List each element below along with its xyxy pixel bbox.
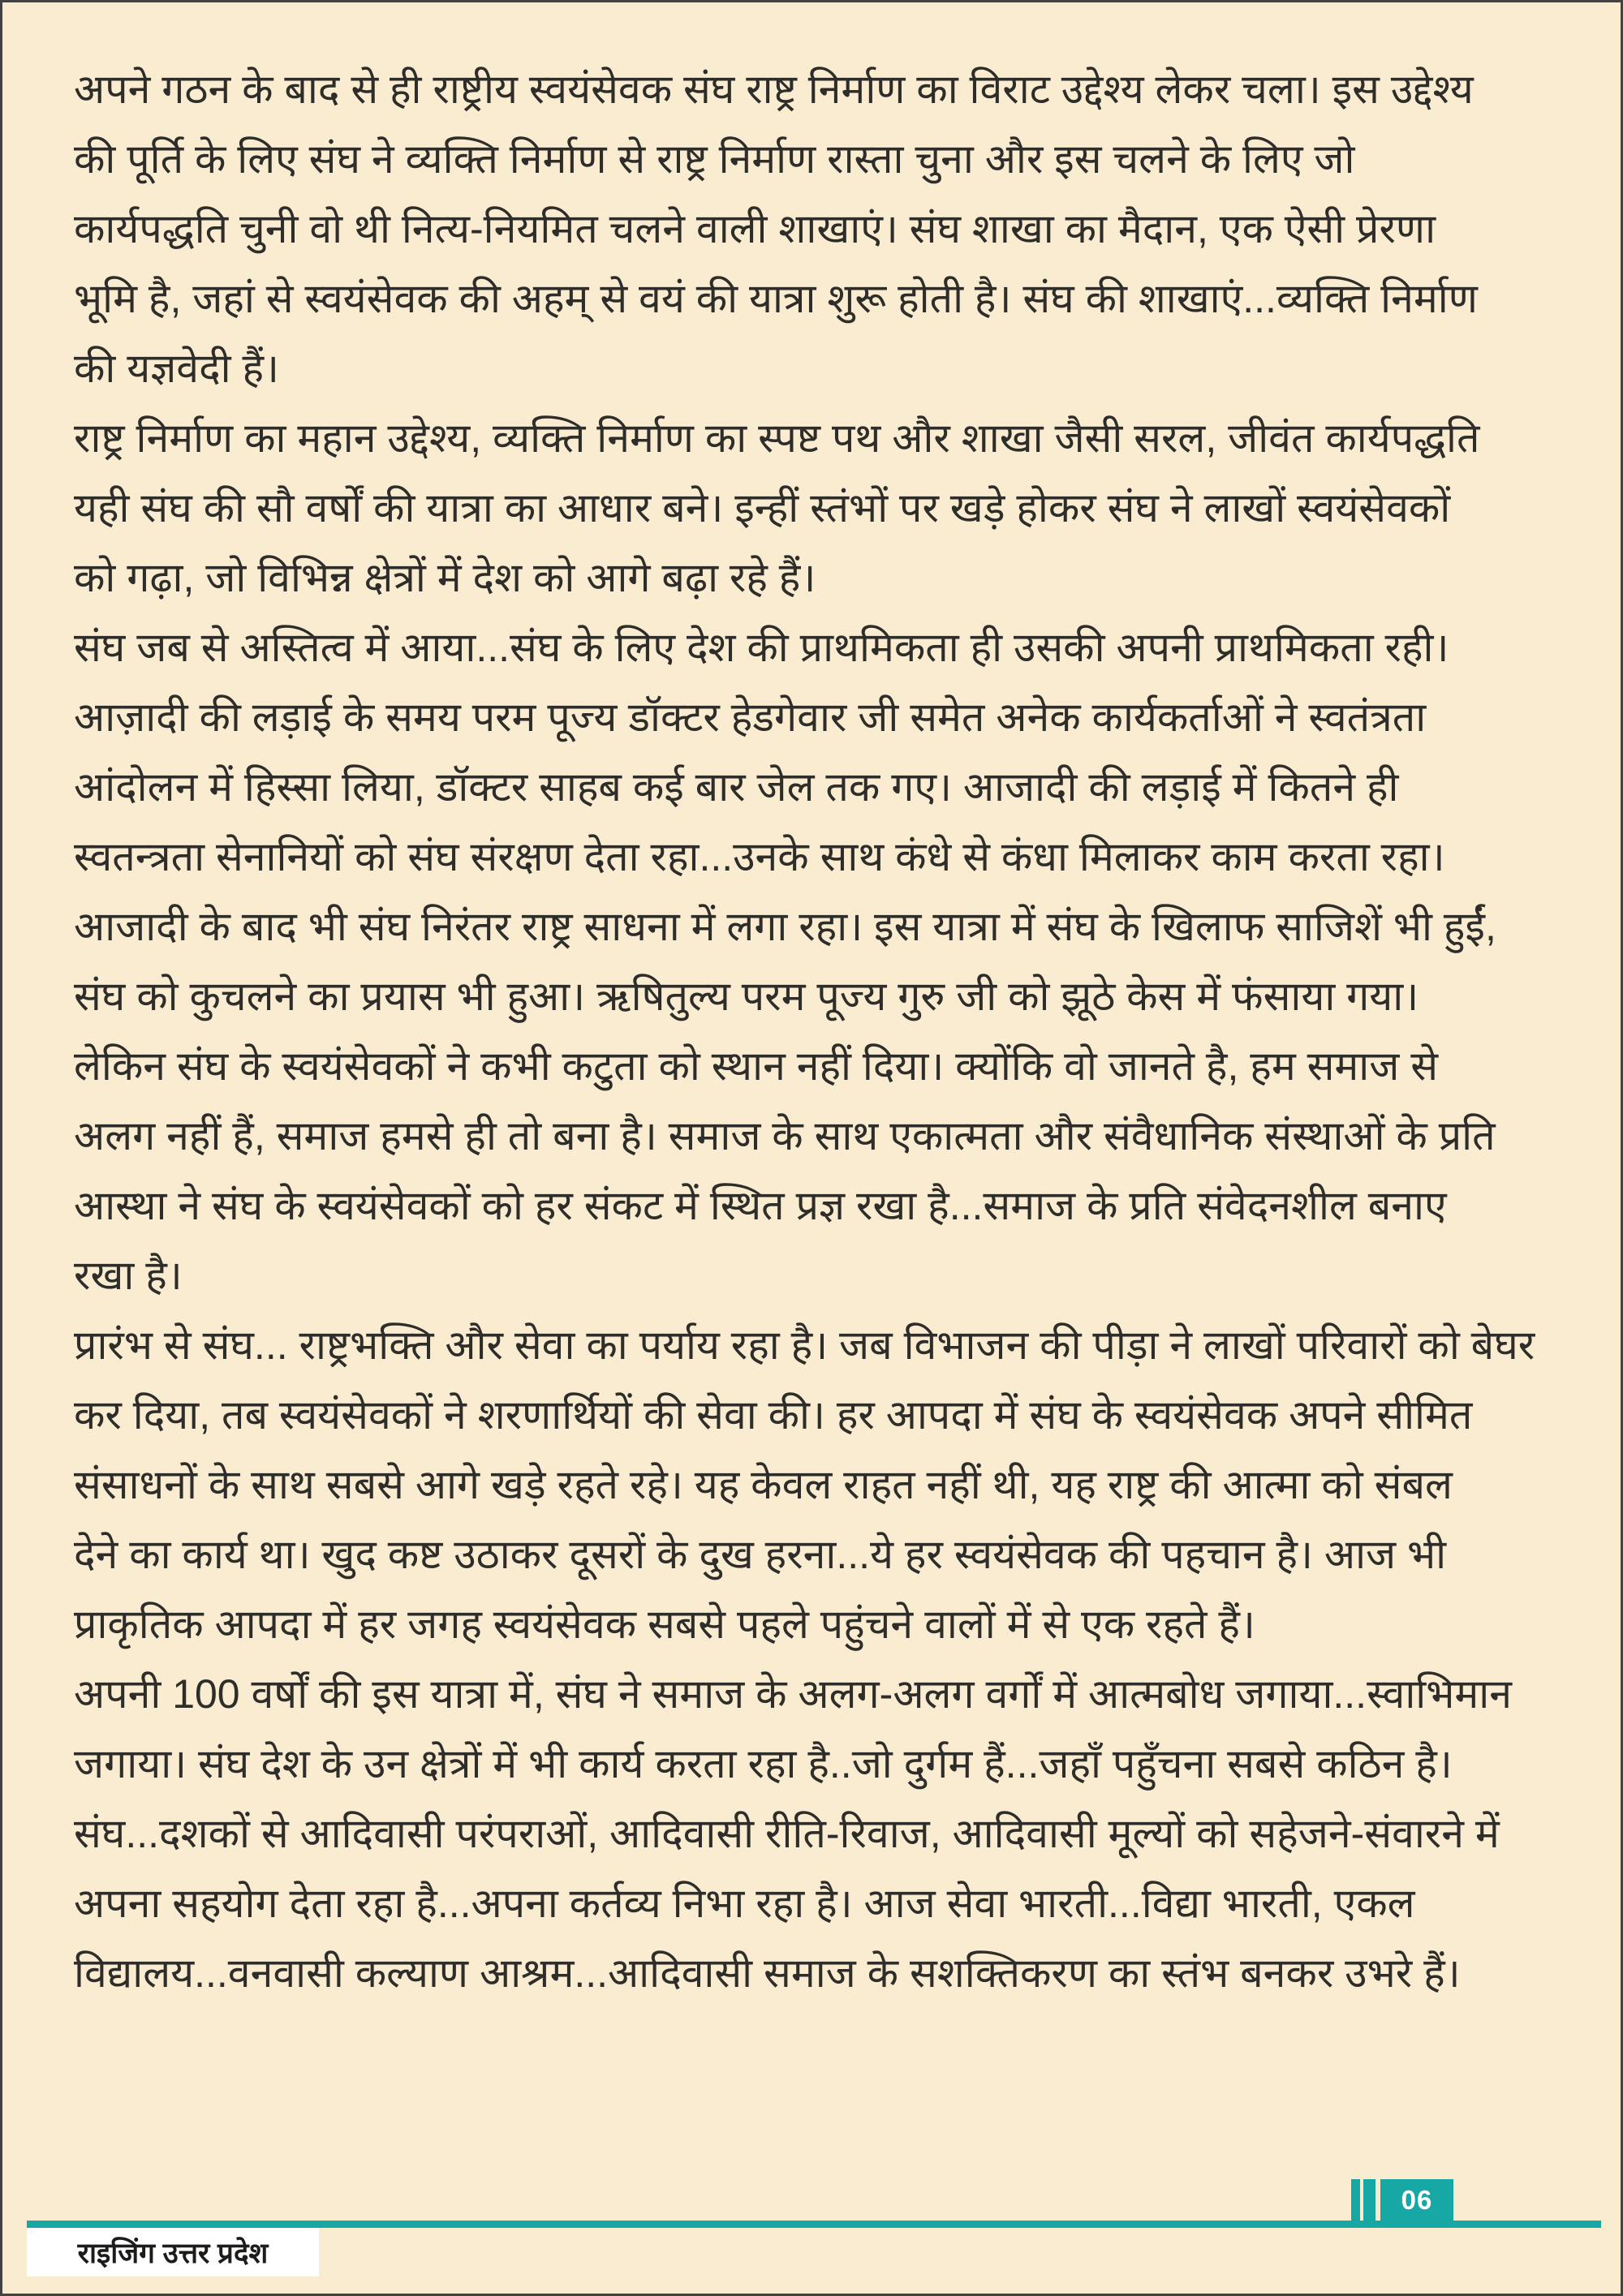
text-line: भूमि है, जहां से स्वयंसेवक की अहम् से वयं की यात्रा शुरू होती है। संघ की शाखाएं...व्यक्ति निर्माण (74, 276, 1478, 321)
text-line: आज़ादी की लड़ाई के समय परम पूज्य डॉक्टर हेडगेवार जी समेत अनेक कार्यकर्ताओं ने स्वतंत्रता (74, 694, 1427, 740)
text-line: संघ जब से अस्तित्व में आया...संघ के लिए देश की प्राथमिकता ही उसकी अपनी प्राथमिकता रही। (74, 625, 1449, 670)
text-line: आंदोलन में हिस्सा लिया, डॉक्टर साहब कई बार जेल तक गए। आजादी की लड़ाई में कितने ही (74, 764, 1399, 810)
text-line: विद्यालय...वनवासी कल्याण आश्रम...आदिवासी समाज के सशक्तिकरण का स्तंभ बनकर उभरे हैं। (74, 1950, 1461, 1996)
text-line: अलग नहीं हैं, समाज हमसे ही तो बना है। समाज के साथ एकात्मता और संवैधानिक संस्थाओं के प्रति (74, 1113, 1496, 1159)
text-line: संसाधनों के साथ सबसे आगे खड़े रहते रहे। यह केवल राहत नहीं थी, यह राष्ट्र की आत्मा को संबल (74, 1462, 1453, 1507)
text-line: अपने गठन के बाद से ही राष्ट्रीय स्वयंसेवक संघ राष्ट्र निर्माण का विराट उद्देश्य लेकर चला। इस उद्देश्य (74, 67, 1474, 112)
text-line: संघ को कुचलने का प्रयास भी हुआ। ऋषितुल्य परम पूज्य गुरु जी को झूठे केस में फंसाया गया। (74, 974, 1419, 1019)
text-line: को गढ़ा, जो विभिन्न क्षेत्रों में देश को आगे बढ़ा रहे हैं। (74, 555, 816, 600)
text-line: लेकिन संघ के स्वयंसेवकों ने कभी कटुता को स्थान नहीं दिया। क्योंकि वो जानते है, हम समाज से (74, 1043, 1439, 1089)
footer-brand-label: राइजिंग उत्तर प्रदेश (77, 2237, 269, 2269)
text-line: प्रारंभ से संघ... राष्ट्रभक्ति और सेवा का पर्याय रहा है। जब विभाजन की पीड़ा ने लाखों परिवारों को बेघर (74, 1322, 1535, 1368)
page-badge-accent-bar (1363, 2179, 1375, 2221)
text-line: अपना सहयोग देता रहा है...अपना कर्तव्य निभा रहा है। आज सेवा भारती...विद्या भारती, एकल (74, 1881, 1415, 1926)
text-line: की पूर्ति के लिए संघ ने व्यक्ति निर्माण से राष्ट्र निर्माण रास्ता चुना और इस चलने के लिए जो (74, 136, 1355, 182)
article-text (74, 54, 1572, 2008)
text-line: देने का कार्य था। खुद कष्ट उठाकर दूसरों के दुख हरना...ये हर स्वयंसेवक की पहचान है। आज भी (74, 1532, 1447, 1577)
text-line: की यज्ञवेदी हैं। (74, 346, 279, 391)
text-line: कर दिया, तब स्वयंसेवकों ने शरणार्थियों की सेवा की। हर आपदा में संघ के स्वयंसेवक अपने सीमित (74, 1392, 1473, 1438)
text-line: रखा है। (74, 1253, 183, 1298)
footer-brand-box (27, 2228, 319, 2277)
text-line: यही संघ की सौ वर्षों की यात्रा का आधार बने। इन्हीं स्तंभों पर खड़े होकर संघ ने लाखों स्वयंसेवकों (74, 485, 1451, 531)
page-badge-accent-bar (1351, 2179, 1360, 2221)
text-line: जगाया। संघ देश के उन क्षेत्रों में भी कार्य करता रहा है..जो दुर्गम हैं...जहाँ पहुँचना सबसे कठिन है। (74, 1741, 1453, 1786)
text-line: संघ...दशकों से आदिवासी परंपराओं, आदिवासी रीति-रिवाज, आदिवासी मूल्यों को सहेजने-संवारने में (74, 1811, 1500, 1856)
text-line: कार्यपद्धति चुनी वो थी नित्य-नियमित चलने वाली शाखाएं। संघ शाखा का मैदान, एक ऐसी प्रेरणा (74, 206, 1436, 252)
page-number-badge: 06 (1380, 2179, 1453, 2221)
text-line: स्वतन्त्रता सेनानियों को संघ संरक्षण देता रहा...उनके साथ कंधे से कंधा मिलाकर काम करता रहा। (74, 834, 1445, 879)
text-line: अपनी 100 वर्षों की इस यात्रा में, संघ ने समाज के अलग-अलग वर्गों में आत्मबोध जगाया...स्वाभिमान (74, 1671, 1512, 1717)
text-line: प्राकृतिक आपदा में हर जगह स्वयंसेवक सबसे पहले पहुंचने वालों में से एक रहते हैं। (74, 1602, 1255, 1647)
text-line: आजादी के बाद भी संघ निरंतर राष्ट्र साधना में लगा रहा। इस यात्रा में संघ के खिलाफ साजिशें भी हुईं, (74, 904, 1496, 949)
footer-rule (27, 2221, 1601, 2228)
text-line: राष्ट्र निर्माण का महान उद्देश्य, व्यक्ति निर्माण का स्पष्ट पथ और शाखा जैसी सरल, जीवंत कार्यपद्धति (74, 415, 1480, 461)
text-line: आस्था ने संघ के स्वयंसेवकों को हर संकट में स्थित प्रज्ञ रखा है...समाज के प्रति संवेदनशील बनाए (74, 1183, 1447, 1228)
